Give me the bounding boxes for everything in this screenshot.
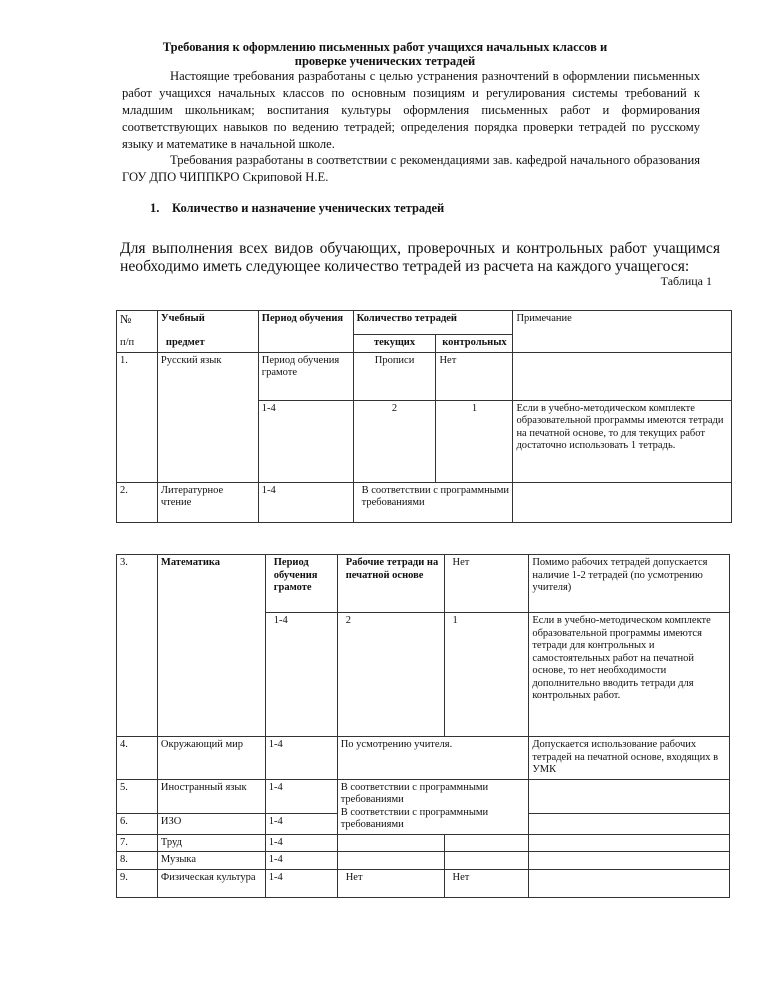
table-label: Таблица 1 bbox=[660, 274, 712, 288]
header-subject: Учебный bbox=[157, 311, 258, 335]
header-current: текущих bbox=[353, 335, 436, 353]
header-count: Количество тетрадей bbox=[353, 311, 513, 335]
title-line-1: Требования к оформлению письменных работ учащихся начальных классов и bbox=[162, 40, 608, 54]
row-9-control: Нет bbox=[444, 869, 529, 897]
row-1-current-a: Прописи bbox=[353, 352, 436, 400]
notebook-table-part-1 bbox=[116, 310, 732, 523]
header-control: контрольных bbox=[436, 335, 513, 353]
row-1-current-b: 2 bbox=[353, 400, 436, 482]
row-3-num: 3. bbox=[117, 555, 158, 737]
row-3-note-a: Помимо рабочих тетрадей допускается наличие 1-2 тетрадей (по усмотрению учителя) bbox=[529, 555, 730, 613]
row-5-num: 5. bbox=[117, 779, 158, 813]
row-5-subject: Иностранный язык bbox=[157, 779, 265, 813]
header-num: № bbox=[117, 311, 158, 335]
row-6-num: 6. bbox=[117, 813, 158, 834]
row-5-period: 1-4 bbox=[265, 779, 337, 813]
section-title: Количество и назначение ученических тетрадей bbox=[172, 201, 445, 215]
row-4-subject: Окружающий мир bbox=[157, 737, 265, 780]
row-1-control-b: 1 bbox=[436, 400, 513, 482]
title-line-2: проверке ученических тетрадей bbox=[294, 54, 476, 68]
intro-paragraph bbox=[122, 68, 700, 153]
row-6-period: 1-4 bbox=[265, 813, 337, 834]
row-3-control-a: Нет bbox=[444, 555, 529, 613]
row-3-period-b: 1-4 bbox=[265, 613, 337, 737]
row-9-num: 9. bbox=[117, 869, 158, 897]
header-period: Период обучения bbox=[258, 311, 353, 335]
row-5-count bbox=[337, 779, 529, 834]
row-8-period: 1-4 bbox=[265, 852, 337, 870]
row-1-note-b: Если в учебно-методическом комплекте образовательной программы имеются тетради на печатной основе, то для текущих работ достаточно использовать 1 тетрадь. bbox=[513, 400, 732, 482]
row-1-num: 1. bbox=[117, 352, 158, 482]
row-6-subject: ИЗО bbox=[157, 813, 265, 834]
row-3-control-b: 1 bbox=[444, 613, 529, 737]
row-8-num: 8. bbox=[117, 852, 158, 870]
row-6-count-text: В соответствии с программными требованиями bbox=[340, 806, 489, 830]
paragraph-text: Требования разработаны в соответствии с рекомендациями зав. кафедрой начального образования ГОУ ДПО ЧИППКРО Скриповой Н.Е. bbox=[122, 153, 700, 184]
row-3-period-a: Период обучения грамоте bbox=[265, 555, 337, 613]
row-1-subject: Русский язык bbox=[157, 352, 258, 482]
section-heading bbox=[150, 201, 444, 216]
row-3-subject: Математика bbox=[157, 555, 265, 737]
row-7-period: 1-4 bbox=[265, 834, 337, 852]
row-2-count: В соответствии с программными требованиями bbox=[353, 482, 513, 522]
row-9-subject: Физическая культура bbox=[157, 869, 265, 897]
row-4-note: Допускается использование рабочих тетрадей на печатной основе, входящих в УМК bbox=[529, 737, 730, 780]
row-3-note-b: Если в учебно-методическом комплекте образовательной программы имеются тетради для контрольных и самостоятельных работ на печатной основе, то нет необходимости дополнительно вводить тетради для контрольных работ. bbox=[529, 613, 730, 737]
row-1-control-a: Нет bbox=[436, 352, 513, 400]
row-3-current-b: 2 bbox=[337, 613, 444, 737]
row-1-period-a: Период обучения грамоте bbox=[258, 352, 353, 400]
row-7-num: 7. bbox=[117, 834, 158, 852]
row-4-count: По усмотрению учителя. bbox=[337, 737, 529, 780]
row-9-period: 1-4 bbox=[265, 869, 337, 897]
source-paragraph bbox=[122, 152, 700, 186]
row-4-period: 1-4 bbox=[265, 737, 337, 780]
header-note: Примечание bbox=[513, 311, 732, 353]
notebook-table-part-2 bbox=[116, 554, 730, 898]
row-5-count-text: В соответствии с программными требованиями bbox=[340, 781, 489, 805]
row-2-subject: Литературное чтение bbox=[157, 482, 258, 522]
header-subject-2: предмет bbox=[157, 335, 258, 353]
document-title bbox=[120, 40, 650, 68]
paragraph-text: Настоящие требования разработаны с целью устранения разночтений в оформлении письменных работ учащихся начальных классов по основным позициям и регулирования системы требований к младшим школьникам; воспитания культуры оформления письменных работ и формирования соответствующих навыков по ведению тетрадей; определения порядка проверки тетрадей по русскому языку и математике в начальной школе. bbox=[122, 69, 700, 151]
row-7-subject: Труд bbox=[157, 834, 265, 852]
table-intro: Для выполнения всех видов обучающих, проверочных и контрольных работ учащимся необходимо иметь следующее количество тетрадей из расчета на каждого учащегося: bbox=[120, 240, 720, 275]
row-1-period-b: 1-4 bbox=[258, 400, 353, 482]
row-3-current-a: Рабочие тетради на печатной основе bbox=[337, 555, 444, 613]
row-4-num: 4. bbox=[117, 737, 158, 780]
row-9-current: Нет bbox=[337, 869, 444, 897]
header-num-2: п/п bbox=[117, 335, 158, 353]
row-2-period: 1-4 bbox=[258, 482, 353, 522]
section-number: 1. bbox=[150, 201, 160, 215]
row-8-subject: Музыка bbox=[157, 852, 265, 870]
row-2-num: 2. bbox=[117, 482, 158, 522]
